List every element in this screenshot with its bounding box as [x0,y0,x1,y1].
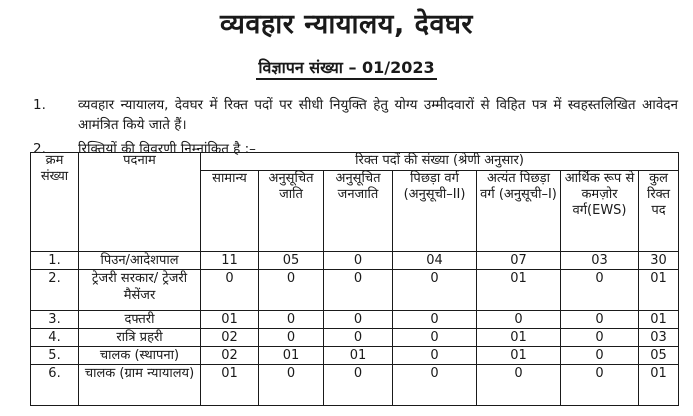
court-title: व्यवहार न्यायालय, देवघर [220,9,473,40]
cell-total: 01 [639,365,679,406]
header-bc2: पिछड़ा वर्ग (अनुसूची–II) [393,171,477,252]
cell-serial: 3. [31,311,79,329]
cell-ews: 0 [561,347,639,365]
cell-total: 05 [639,347,679,365]
table-row [31,365,679,406]
table-row [31,270,679,311]
header-total: कुल रिक्त पद [639,171,679,252]
header-ews: आर्थिक रूप से कमज़ोर वर्ग(EWS) [561,171,639,252]
cell-bc2: 0 [393,270,477,311]
cell-ebc1: 0 [477,311,561,329]
header-post: पदनाम [79,153,201,252]
cell-post: दफ्तरी [79,311,201,329]
cell-ebc1: 01 [477,347,561,365]
notice-number [0,56,693,78]
cell-st: 01 [324,347,393,365]
cell-st: 0 [324,311,393,329]
cell-post: चालक (ग्राम न्यायालय) [79,365,201,406]
header-sc: अनुसूचित जाति [259,171,324,252]
cell-total: 01 [639,270,679,311]
cell-serial: 4. [31,329,79,347]
cell-total: 30 [639,252,679,270]
cell-ebc1: 01 [477,329,561,347]
cell-st: 0 [324,252,393,270]
cell-st: 0 [324,270,393,311]
para1-text: व्यवहार न्यायालय, देवघर में रिक्त पदों पर सीधी नियुक्ति हेतु योग्य उम्मीदवारों से विहित पत्र में स्वहस्तलिखित आवेदन आमंत्रित किये जाते हैं। [78,97,678,133]
cell-general: 0 [201,270,259,311]
header-row-1 [31,153,679,171]
table-row [31,252,679,270]
vacancy-table [30,152,679,406]
cell-post: रात्रि प्रहरी [79,329,201,347]
cell-bc2: 0 [393,347,477,365]
header-category-group: रिक्त पदों की संख्या (श्रेणी अनुसार) [201,153,679,171]
table-row [31,329,679,347]
cell-total: 01 [639,311,679,329]
header-ebc1: अत्यंत पिछड़ा वर्ग (अनुसूची–I) [477,171,561,252]
para2-number: 2. [33,141,46,157]
cell-ews: 0 [561,270,639,311]
cell-sc: 0 [259,311,324,329]
notice-number-text: विज्ञापन संख्या – 01/2023 [256,58,436,80]
cell-general: 01 [201,365,259,406]
cell-sc: 0 [259,270,324,311]
cell-serial: 5. [31,347,79,365]
cell-general: 01 [201,311,259,329]
cell-post: चालक (स्थापना) [79,347,201,365]
cell-ebc1: 07 [477,252,561,270]
cell-ews: 0 [561,329,639,347]
cell-general: 02 [201,329,259,347]
cell-st: 0 [324,329,393,347]
header-serial: क्रम संख्या [31,153,79,252]
cell-ews: 0 [561,365,639,406]
cell-sc: 01 [259,347,324,365]
header-general: सामान्य [201,171,259,252]
table-row [31,311,679,329]
para2-text: रिक्तियों की विवरणी निम्नांकित है :– [78,141,256,157]
cell-ebc1: 0 [477,365,561,406]
cell-ews: 03 [561,252,639,270]
cell-serial: 6. [31,365,79,406]
cell-post: ट्रेजरी सरकार/ ट्रेजरी मैसेंजर [79,270,201,311]
cell-bc2: 0 [393,365,477,406]
cell-general: 02 [201,347,259,365]
header-st: अनुसूचित जनजाति [324,171,393,252]
cell-sc: 05 [259,252,324,270]
cell-serial: 2. [31,270,79,311]
cell-post: पिउन/आदेशपाल [79,252,201,270]
cell-bc2: 0 [393,311,477,329]
cell-ebc1: 01 [477,270,561,311]
cell-sc: 0 [259,329,324,347]
cell-bc2: 04 [393,252,477,270]
cell-sc: 0 [259,365,324,406]
cell-general: 11 [201,252,259,270]
cell-ews: 0 [561,311,639,329]
table-row [31,347,679,365]
cell-st: 0 [324,365,393,406]
cell-total: 03 [639,329,679,347]
cell-serial: 1. [31,252,79,270]
cell-bc2: 0 [393,329,477,347]
para1-number: 1. [33,97,46,113]
